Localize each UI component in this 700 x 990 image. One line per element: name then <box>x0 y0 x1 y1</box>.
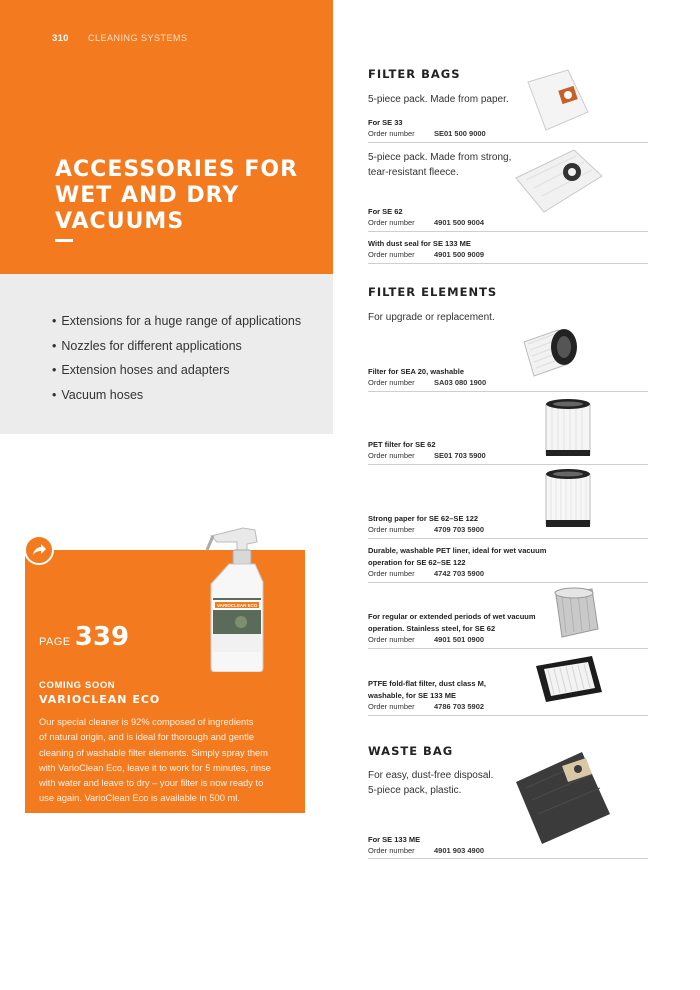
desc-line: tear-resistant fleece. <box>368 167 459 178</box>
spray-bottle-image <box>203 522 283 672</box>
order-row <box>368 569 484 578</box>
order-number: 4901 903 4900 <box>434 846 485 855</box>
divider <box>368 231 648 232</box>
promo-line: use again. VarioClean Eco is available in 500 ml. <box>39 793 240 804</box>
fleece-filter-bag-image <box>514 146 604 214</box>
page-ref-label: PAGE <box>39 636 71 648</box>
title-line: operation. Stainless steel, for SE 62 <box>368 624 496 633</box>
order-label: Order number <box>368 250 415 259</box>
page-number: 310 <box>52 33 69 44</box>
item-title: With dust seal for SE 133 ME <box>368 239 471 248</box>
order-row <box>368 218 484 227</box>
title-line: washable, for SE 133 ME <box>368 691 456 700</box>
waste-bag-image <box>512 748 612 846</box>
item-title <box>368 545 558 569</box>
title-line: VACUUMS <box>55 209 185 234</box>
title-line: PTFE fold-flat filter, dust class M, <box>368 679 486 688</box>
divider <box>368 715 648 716</box>
title-underline <box>55 239 73 242</box>
order-row <box>368 846 484 855</box>
order-row <box>368 451 486 460</box>
divider <box>368 538 648 539</box>
order-label: Order number <box>368 218 415 227</box>
promo-line: cleaning of washable filter elements. Simply spray them <box>39 747 268 758</box>
item-title: For SE 33 <box>368 118 403 127</box>
divider <box>368 391 648 392</box>
item-title: For SE 133 ME <box>368 835 421 844</box>
order-label: Order number <box>368 451 415 460</box>
divider <box>368 648 648 649</box>
item-title: For SE 62 <box>368 207 403 216</box>
page-reference[interactable] <box>39 622 129 652</box>
paper-filter-bag-image <box>522 68 594 132</box>
section-label: CLEANING SYSTEMS <box>88 33 188 43</box>
order-label: Order number <box>368 846 415 855</box>
order-label: Order number <box>368 635 415 644</box>
divider <box>368 858 648 859</box>
order-number: 4901 501 0900 <box>434 635 485 644</box>
page-title <box>55 157 315 235</box>
section-description: For upgrade or replacement. <box>368 312 495 323</box>
order-row <box>368 525 484 534</box>
order-label: Order number <box>368 129 415 138</box>
promo-line: with water and leave to dry – your filter is now ready to <box>39 778 264 789</box>
list-item: • Extensions for a huge range of applications <box>52 313 301 338</box>
page-link-arrow-icon[interactable] <box>24 535 54 565</box>
item-title: Strong paper for SE 62–SE 122 <box>368 514 479 523</box>
list-item: • Extension hoses and adapters <box>52 362 301 387</box>
title-line: For regular or extended periods of wet vacuum <box>368 612 536 621</box>
waste-bag-heading: WASTE BAG <box>368 744 454 758</box>
item-title <box>368 678 558 702</box>
order-label: Order number <box>368 569 415 578</box>
order-number: 4901 500 9009 <box>434 250 485 259</box>
feature-list <box>52 313 301 411</box>
order-row <box>368 378 486 387</box>
promo-description <box>39 715 294 807</box>
divider <box>368 263 648 264</box>
coming-soon-label: COMING SOON <box>39 680 116 691</box>
order-row <box>368 129 486 138</box>
title-line: operation for SE 62–SE 122 <box>368 558 466 567</box>
filter-bags-heading: FILTER BAGS <box>368 67 461 81</box>
order-label: Order number <box>368 525 415 534</box>
desc-line: For easy, dust-free disposal. <box>368 770 494 781</box>
title-line: Durable, washable PET liner, ideal for wet vacuum <box>368 546 547 555</box>
page-ref-number: 339 <box>74 622 130 652</box>
title-line: WET AND DRY <box>55 183 240 208</box>
promo-product-name: VARIOCLEAN ECO <box>39 693 161 706</box>
order-number: SE01 500 9000 <box>434 129 486 138</box>
order-label: Order number <box>368 702 415 711</box>
item-title: PET filter for SE 62 <box>368 440 436 449</box>
desc-line: 5-piece pack, plastic. <box>368 785 462 796</box>
order-row <box>368 702 484 711</box>
promo-line: with VarioClean Eco, leave it to work for 5 minutes, rinse <box>39 762 271 773</box>
item-title <box>368 611 558 635</box>
order-number: 4901 500 9004 <box>434 218 485 227</box>
promo-line: of natural origin, and is ideal for thorough and gentle <box>39 732 255 743</box>
order-label: Order number <box>368 378 415 387</box>
filter-elements-heading: FILTER ELEMENTS <box>368 285 498 299</box>
order-number: 4709 703 5900 <box>434 525 485 534</box>
order-number: 4742 703 5900 <box>434 569 485 578</box>
desc-line: 5-piece pack. Made from strong, <box>368 152 512 163</box>
item-description <box>368 150 511 180</box>
item-title: Filter for SEA 20, washable <box>368 367 465 376</box>
divider <box>368 464 648 465</box>
item-description: 5-piece pack. Made from paper. <box>368 94 509 105</box>
order-row <box>368 250 484 259</box>
bottle-label-text: VARIOCLEAN ECO <box>217 603 258 608</box>
section-description <box>368 768 493 798</box>
divider <box>368 142 648 143</box>
list-item: • Vacuum hoses <box>52 387 301 412</box>
order-number: SE01 703 5900 <box>434 451 486 460</box>
promo-line: Our special cleaner is 92% composed of ingredients <box>39 717 254 727</box>
order-row <box>368 635 484 644</box>
title-line: ACCESSORIES FOR <box>55 157 299 182</box>
order-number: SA03 080 1900 <box>434 378 487 387</box>
list-item: • Nozzles for different applications <box>52 338 301 363</box>
divider <box>368 582 648 583</box>
order-number: 4786 703 5902 <box>434 702 485 711</box>
